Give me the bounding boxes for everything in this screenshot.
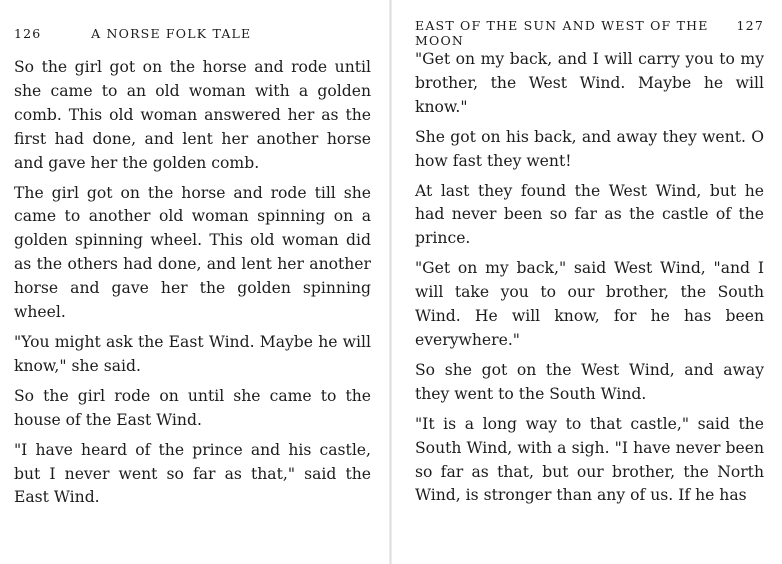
paragraph: "I have heard of the prince and his castle, but I never went so far as that," said the East Wind. xyxy=(14,440,371,507)
right-page-text xyxy=(415,48,764,508)
running-head-title-right: EAST OF THE SUN AND WEST OF THE MOON xyxy=(415,18,709,48)
paragraph: "It is a long way to that castle," said the South Wind, with a sigh. "I have never been so far as that, but our brother, the North Wind, is stronger than any of us. If he has xyxy=(415,414,764,505)
paragraph: At last they found the West Wind, but he had never been so far as the castle of the prince. xyxy=(415,181,764,248)
paragraph: So the girl rode on until she came to the house of the East Wind. xyxy=(14,386,371,429)
right-running-head xyxy=(415,18,764,48)
paragraph: "Get on my back, and I will carry you to my brother, the West Wind. Maybe he will know." xyxy=(415,50,764,116)
page-number-right: 127 xyxy=(736,18,764,33)
page-number-left: 126 xyxy=(14,26,42,41)
running-head-title-left: A NORSE FOLK TALE xyxy=(91,26,252,41)
paragraph: So she got on the West Wind, and away they went to the South Wind. xyxy=(415,360,764,403)
paragraph: "Get on my back," said West Wind, "and I will take you to our brother, the South Wind. He will know, for he has been everywhere." xyxy=(415,259,764,349)
left-running-head xyxy=(14,26,371,42)
paragraph: The girl got on the horse and rode till she came to another old woman spinning on a golden spinning wheel. This old woman did as the others had done, and lent her another horse and gave her the golden spinning wheel. xyxy=(14,183,371,322)
left-page-text xyxy=(14,56,371,510)
right-page xyxy=(391,0,782,564)
paragraph: "You might ask the East Wind. Maybe he will know," she said. xyxy=(14,332,371,375)
paragraph: So the girl got on the horse and rode until she came to an old woman with a golden comb. This old woman answered her as the first had done, and lent her another horse and gave her the golden comb. xyxy=(14,58,371,172)
paragraph: She got on his back, and away they went. O how fast they went! xyxy=(415,127,764,170)
